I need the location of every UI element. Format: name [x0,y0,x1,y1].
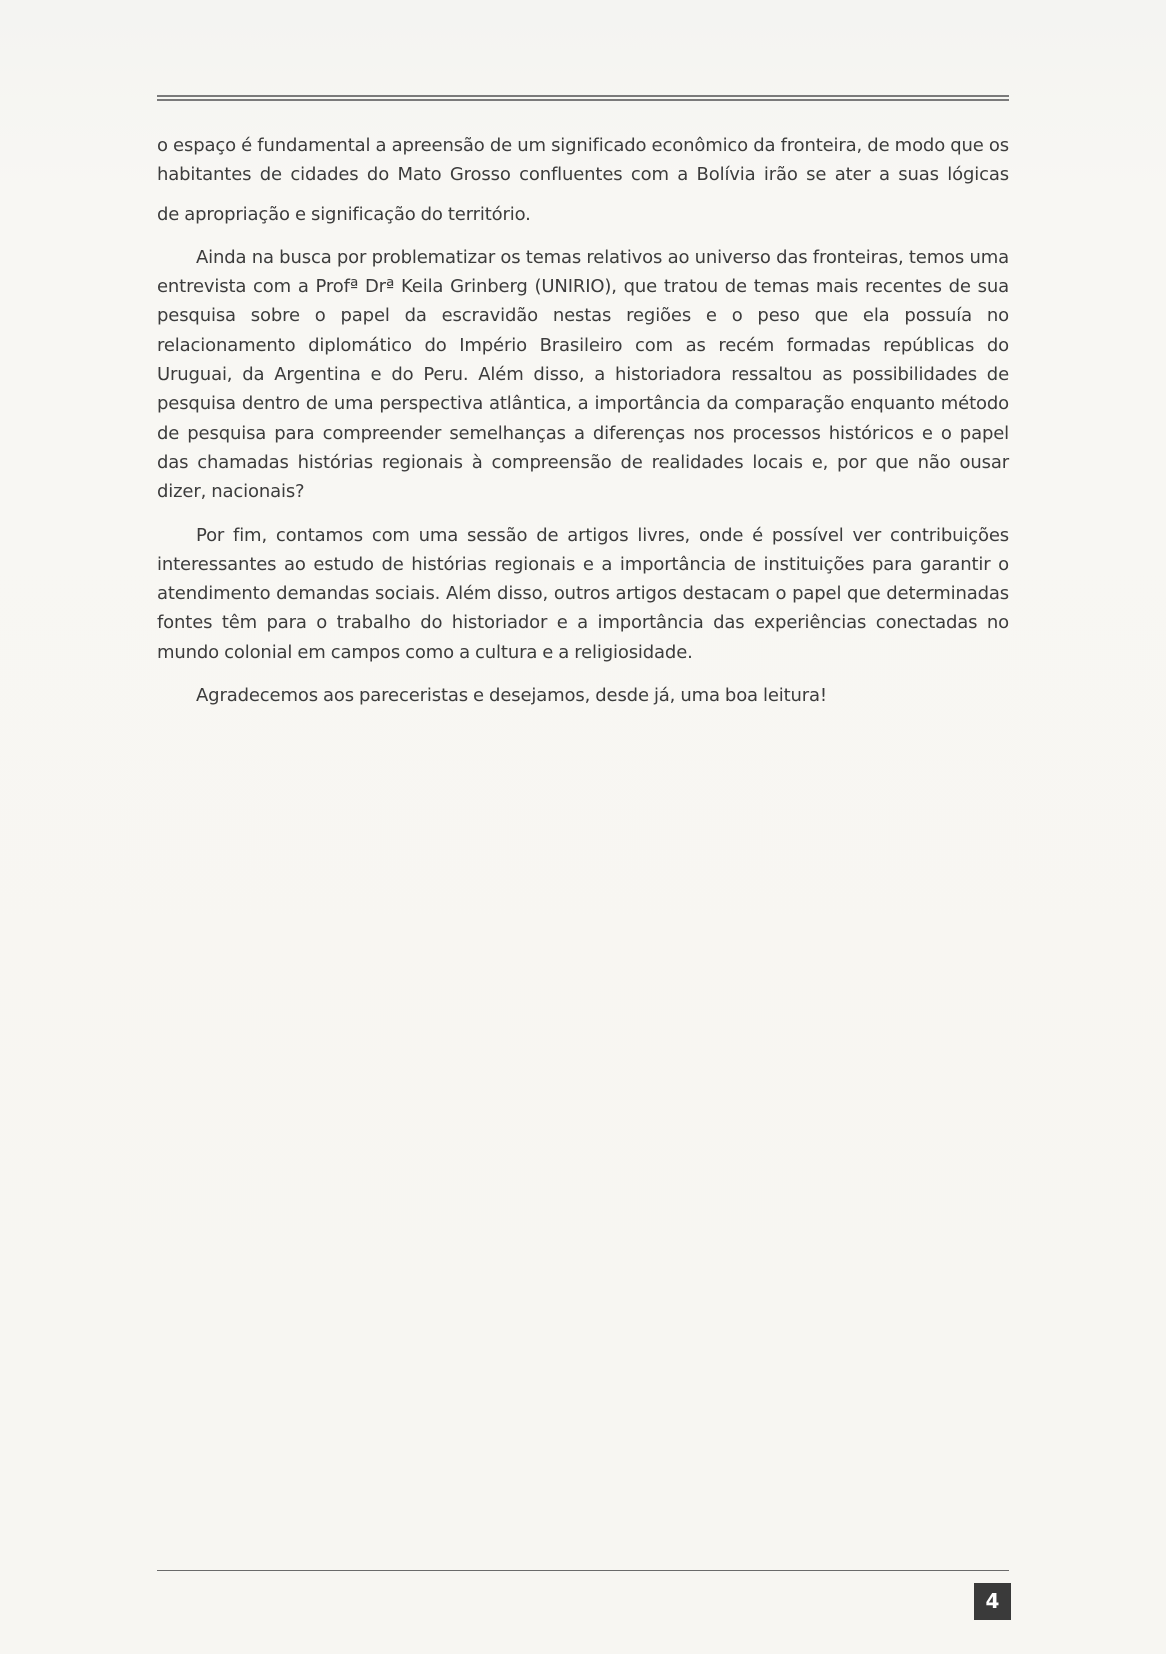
paragraph-1-main: o espaço é fundamental a apreensão de um significado econômico da fronteira, de modo que os habitantes de cidades do Mato Grosso confluentes com a Bolívia irão se ater a suas lógicas [157,135,1009,186]
page-number-badge: 4 [974,1583,1011,1620]
paragraph-1 [157,131,1009,229]
paragraph-3: Por fim, contamos com uma sessão de artigos livres, onde é possível ver contribuições interessantes ao estudo de histórias regionais e a importância de instituições para garantir o atendimento demandas sociais. Além disso, outros artigos destacam o papel que determinadas fontes têm para o trabalho do historiador e a importância das experiências conectadas no mundo colonial em campos como a cultura e a religiosidade. [157,524,1009,663]
body-text [157,131,1009,724]
paragraph-4: Agradecemos aos pareceristas e desejamos, desde já, uma boa leitura! [196,685,827,707]
footer-rule [157,1570,1009,1571]
header-double-rule [157,95,1009,101]
paragraph-1-last-line: de apropriação e significação do território. [157,203,531,225]
paragraph-2: Ainda na busca por problematizar os temas relativos ao universo das fronteiras, temos uma entrevista com a Profª Drª Keila Grinberg (UNIRIO), que tratou de temas mais recentes de sua pesquisa sobre o papel da escravidão nestas regiões e o peso que ela possuía no relacionamento diplomático do Império Brasileiro com as recém formadas repúblicas do Uruguai, da Argentina e do Peru. Além disso, a historiadora ressaltou as possibilidades de pesquisa dentro de uma perspectiva atlântica, a importância da comparação enquanto método de pesquisa para compreender semelhanças a diferenças nos processos históricos e o papel das chamadas histórias regionais à compreensão de realidades locais e, por que não ousar dizer, nacionais? [157,246,1009,503]
